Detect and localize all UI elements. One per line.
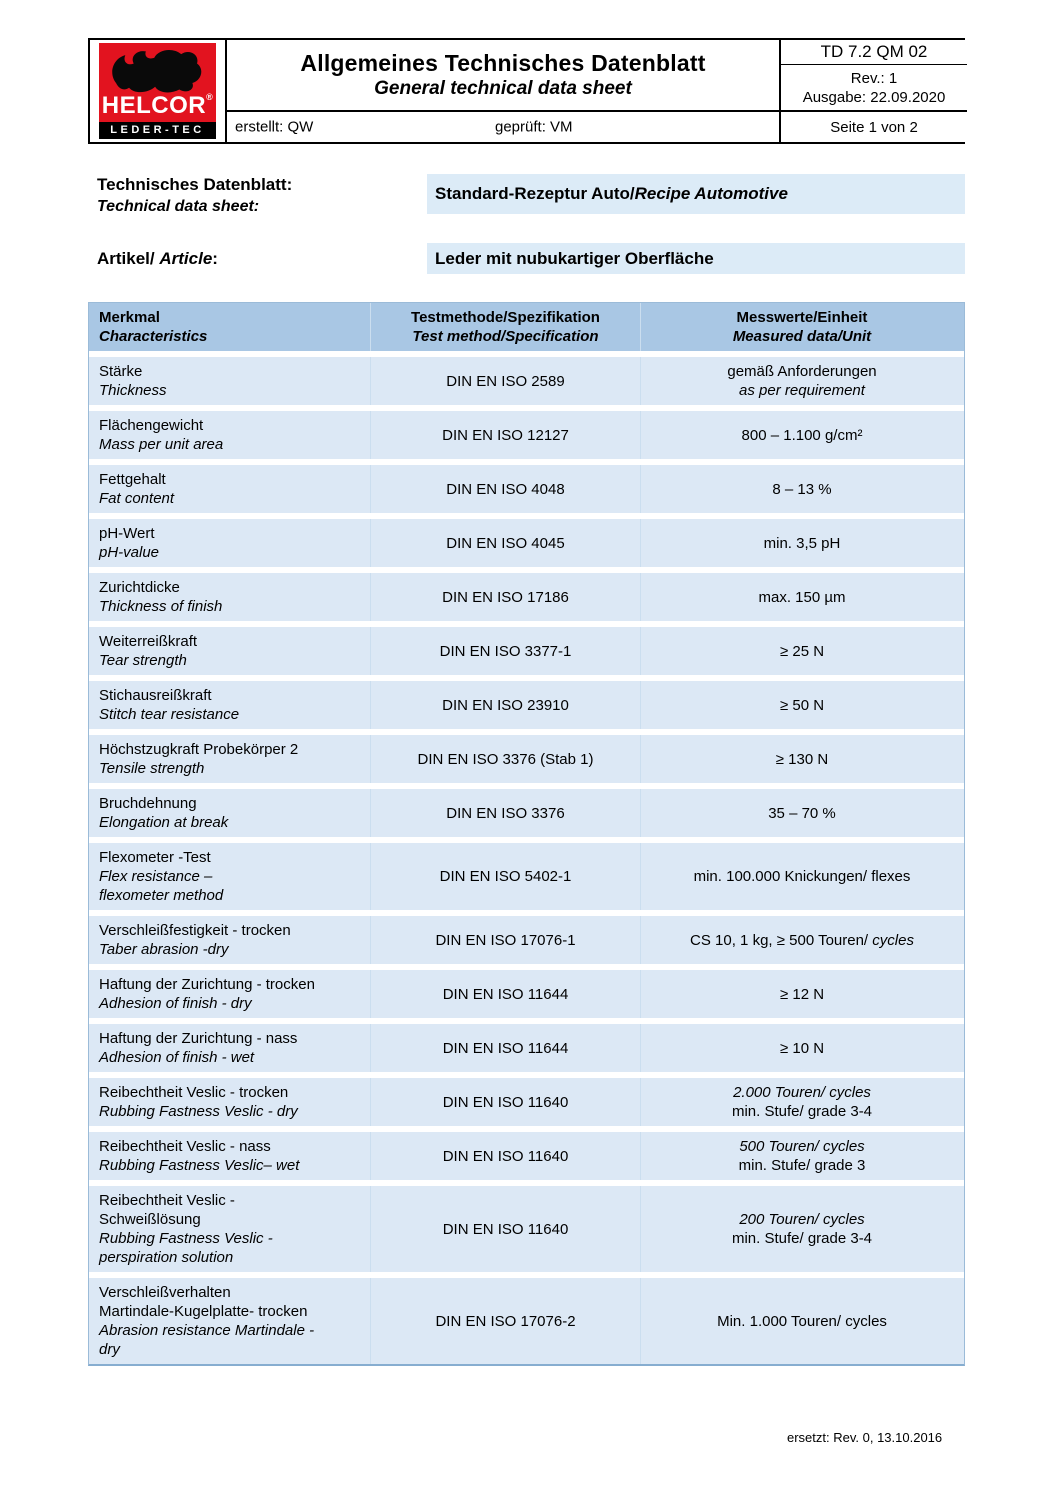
header-measured-data: Messwerte/Einheit Measured data/Unit [640,303,963,351]
method-cell: DIN EN ISO 11640 [370,1078,640,1126]
sheet-type-value-de: Standard-Rezeptur Auto/ [435,184,635,203]
characteristic-cell: Reibechtheit Veslic - nass Rubbing Fastness Veslic– wet [99,1138,300,1174]
characteristic-cell: Fettgehalt Fat content [99,471,175,507]
characteristic-cell: pH-Wert pH-value [99,525,160,561]
value-cell: ≥ 130 N [640,735,963,783]
doc-revision: Rev.: 1 [850,69,898,87]
sheet-type-label-de: Technisches Datenblatt: [97,175,293,194]
value-cell: 800 – 1.100 g/cm² [640,411,963,459]
doc-issue-date: Ausgabe: 22.09.2020 [802,88,946,106]
logo-subtitle: LEDER-TEC [99,122,216,139]
header-characteristics: Merkmal Characteristics [99,309,208,345]
table-row [89,843,964,910]
method-cell: DIN EN ISO 11640 [370,1132,640,1180]
method-cell: DIN EN ISO 5402-1 [370,843,640,910]
characteristic-cell: Stichausreißkraft Stitch tear resistance [99,687,240,723]
value-cell: 200 Touren/ cycles min. Stufe/ grade 3-4 [640,1186,963,1272]
method-cell: DIN EN ISO 4048 [370,465,640,513]
value-cell: ≥ 10 N [640,1024,963,1072]
characteristic-cell: Haftung der Zurichtung - nass Adhesion of finish - wet [99,1030,298,1066]
table-body [89,357,964,1364]
revision-cell [779,65,967,112]
article-label [88,248,427,270]
created-checked-row [227,112,779,142]
article-label-en: Article [159,248,213,268]
helcor-logo [99,43,216,139]
table-row [89,681,964,729]
document-title-en: General technical data sheet [374,78,632,99]
characteristic-cell: Verschleißverhalten Martindale-Kugelplatte- trocken Abrasion resistance Martindale - dry [99,1284,315,1358]
value-cell: 500 Touren/ cycles min. Stufe/ grade 3 [640,1132,963,1180]
value-cell: min. 100.000 Knickungen/ flexes [640,843,963,910]
method-cell: DIN EN ISO 3376 [370,789,640,837]
registered-mark: ® [206,92,214,102]
characteristic-cell: Reibechtheit Veslic - Schweißlösung Rubbing Fastness Veslic - perspiration solution [99,1192,273,1266]
method-cell: DIN EN ISO 3377-1 [370,627,640,675]
characteristic-cell: Bruchdehnung Elongation at break [99,795,229,831]
value-cell: 8 – 13 % [640,465,963,513]
page-indicator: Seite 1 von 2 [779,112,967,142]
sheet-type-row [88,174,965,218]
method-cell: DIN EN ISO 11644 [370,1024,640,1072]
data-table [88,302,965,1366]
created-by: erstellt: QW [235,118,314,136]
article-label-colon: : [212,248,218,268]
table-row [89,411,964,459]
table-row [89,970,964,1018]
value-cell: 35 – 70 % [640,789,963,837]
method-cell: DIN EN ISO 12127 [370,411,640,459]
sheet-type-label-en: Technical data sheet: [97,198,260,215]
table-row [89,1186,964,1272]
logo-red-square [99,43,216,122]
method-cell: DIN EN ISO 23910 [370,681,640,729]
characteristic-cell: Stärke Thickness [99,363,167,399]
doc-code: TD 7.2 QM 02 [779,40,967,65]
table-row [89,735,964,783]
value-cell: min. 3,5 pH [640,519,963,567]
method-cell: DIN EN ISO 2589 [370,357,640,405]
characteristic-cell: Zurichtdicke Thickness of finish [99,579,223,615]
table-row [89,916,964,964]
table-row [89,1278,964,1364]
sheet-type-value-en: Recipe Automotive [634,184,788,203]
bull-hide-logo-icon [103,45,211,95]
table-row [89,465,964,513]
method-cell: DIN EN ISO 17076-2 [370,1278,640,1364]
table-row [89,627,964,675]
value-cell: CS 10, 1 kg, ≥ 500 Touren/ cycles [640,916,963,964]
characteristic-cell: Höchstzugkraft Probekörper 2 Tensile strength [99,741,299,777]
replaced-note: ersetzt: Rev. 0, 13.10.2016 [787,1430,943,1445]
characteristic-cell: Weiterreißkraft Tear strength [99,633,198,669]
document-header [88,38,965,144]
logo-brand-text: HELCOR® [101,92,214,119]
page-content [88,38,965,1366]
title-cell [227,40,779,112]
characteristic-cell: Haftung der Zurichtung - trocken Adhesion of finish - dry [99,976,315,1012]
method-cell: DIN EN ISO 3376 (Stab 1) [370,735,640,783]
table-row [89,519,964,567]
sheet-type-value [427,174,965,214]
table-row [89,1078,964,1126]
value-cell: Min. 1.000 Touren/ cycles [640,1278,963,1364]
header-test-method: Testmethode/Spezifikation Test method/Specification [370,303,640,351]
characteristic-cell: Flächengewicht Mass per unit area [99,417,224,453]
table-header-row [89,303,964,351]
table-row [89,1024,964,1072]
characteristic-cell: Verschleißfestigkeit - trocken Taber abrasion -dry [99,922,291,958]
method-cell: DIN EN ISO 17186 [370,573,640,621]
value-cell: ≥ 50 N [640,681,963,729]
article-row [88,243,965,274]
checked-by: geprüft: VM [495,118,573,136]
article-value: Leder mit nubukartiger Oberfläche [427,243,965,274]
table-row [89,573,964,621]
characteristic-cell: Reibechtheit Veslic - trocken Rubbing Fastness Veslic - dry [99,1084,298,1120]
method-cell: DIN EN ISO 4045 [370,519,640,567]
value-cell: 2.000 Touren/ cycles min. Stufe/ grade 3-4 [640,1078,963,1126]
value-cell: max. 150 µm [640,573,963,621]
table-row [89,1132,964,1180]
table-row [89,789,964,837]
characteristic-cell: Flexometer -Test Flex resistance – flexometer method [99,849,224,904]
article-label-de: Artikel/ [97,248,160,268]
value-cell: ≥ 25 N [640,627,963,675]
method-cell: DIN EN ISO 17076-1 [370,916,640,964]
document-title-de: Allgemeines Technisches Datenblatt [300,50,706,76]
table-row [89,357,964,405]
method-cell: DIN EN ISO 11644 [370,970,640,1018]
logo-cell [90,40,227,142]
value-cell: ≥ 12 N [640,970,963,1018]
method-cell: DIN EN ISO 11640 [370,1186,640,1272]
value-cell: gemäß Anforderungen as per requirement [640,357,963,405]
sheet-type-label [88,174,427,218]
